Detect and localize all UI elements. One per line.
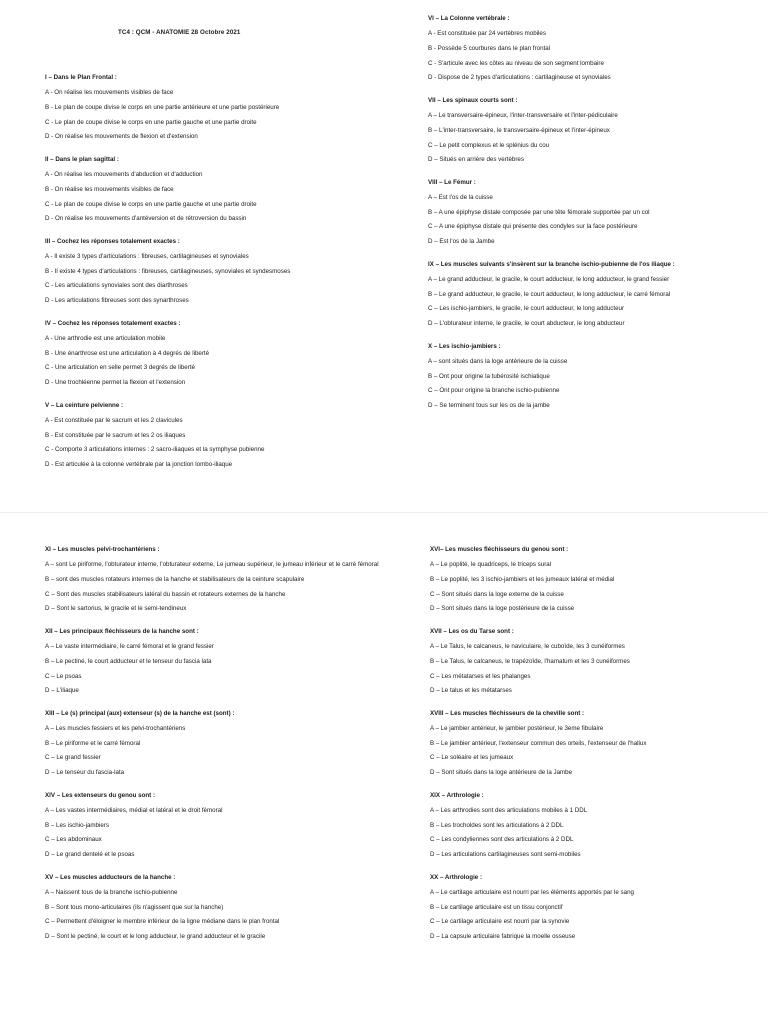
option-a: A - Est constituée par le sacrum et les 2 clavicules — [45, 416, 183, 424]
option-c: C – Le petit complexus et le splénius du cou — [428, 141, 550, 149]
option-b: B – Ont pour origine la tubérosité ischiatique — [428, 372, 550, 380]
option-a: A – Le jambier antérieur, le jambier postérieur, le 3eme fibulaire — [430, 724, 604, 732]
option-a: A - Une arthrodie est une articulation mobile — [45, 334, 166, 342]
option-c: C – Sont des muscles stabilisateurs latéral du bassin et rotateurs externes de la hanche — [45, 590, 286, 598]
option-b: B – Sont tous mono-articulaires (ils n'agissent que sur la hanche) — [45, 903, 224, 911]
option-a: A – Le Talus, le calcaneus, le naviculaire, le cuboïde, les 3 cunéiformes — [430, 642, 625, 650]
option-c: C – Sont situés dans la loge externe de la cuisse — [430, 590, 564, 598]
option-a: A – Le vaste intermédiaire, le carré fémoral et le grand fessier — [45, 642, 214, 650]
option-d: D – L'iliaque — [45, 687, 79, 695]
option-d: D - Les articulations fibreuses sont des synarthroses — [45, 297, 189, 305]
question-8 — [428, 179, 768, 246]
question-title: XVI– Les muscles fléchisseurs du genou sont : — [430, 546, 569, 553]
question-13 — [45, 710, 390, 777]
option-a: A – sont situés dans la loge antérieure de la cuisse — [428, 357, 568, 365]
option-c: C – Le soléaire et les jumeaux — [430, 754, 514, 762]
document-title: TC4 : QCM - ANATOMIE 28 Octobre 2021 — [118, 29, 241, 36]
option-c: C - Le plan de coupe divise le corps en une partie gauche et une partie droite — [45, 118, 257, 126]
question-title: XII – Les principaux fléchisseurs de la hanche sont : — [45, 627, 199, 635]
page-top — [0, 0, 768, 512]
option-a: A – Le cartilage articulaire est nourri par les éléments apportés par le sang — [430, 888, 634, 896]
option-c: C - Une articulation en selle permet 3 degrés de liberté — [45, 364, 195, 372]
question-title: XI – Les muscles pelvi-trochantériens : — [45, 546, 160, 553]
option-a: A - Est constituée par 24 vertèbres mobiles — [428, 30, 546, 37]
option-d: D – Sont situés dans la loge antérieure de la Jambe — [430, 769, 573, 777]
option-b: B - Le plan de coupe divise le corps en une partie antérieure et une partie postérieure — [45, 103, 280, 111]
question-15 — [45, 874, 390, 941]
question-title: V – La ceinture pelvienne : — [45, 401, 124, 409]
option-c: C – Les abdominaux — [45, 836, 102, 844]
option-c: C – Les ischio-jambiers, le gracile, le court adducteur, le long adducteur — [428, 305, 625, 313]
question-7 — [428, 97, 768, 164]
question-1 — [45, 74, 390, 141]
option-d: D - Une trochléenne permet la flexion et l'extension — [45, 379, 186, 387]
question-title: XIII – Le (s) principal (aux) extenseur (s) de la hanche est (sont) : — [45, 709, 235, 717]
option-b: B – Le cartilage articulaire est un tissu conjonctif — [430, 903, 563, 911]
option-b: B - Une énarthrose est une articulation à 4 degrés de liberté — [45, 349, 210, 357]
option-b: B - Est constituée par le sacrum et les 2 os iliaques — [45, 431, 186, 439]
question-title: VI – La Colonne vertébrale : — [428, 15, 510, 22]
option-d: D - Dispose de 2 types d'articulations : cartilagineuse et synoviales — [428, 74, 611, 82]
option-b: B - Il existe 4 types d'articulations : fibreuses, cartilagineuses, synoviales et syndesmoses — [45, 267, 291, 275]
option-d: D – Sont le sartorius, le gracile et le semi-tendineux — [45, 605, 187, 613]
option-b: B – A une épiphyse distale composée par une tête fémorale supportée par un col — [428, 208, 650, 216]
option-a: A – Le transversaire-épineux, l'inter-transversaire et l'inter-pédiculaire — [428, 111, 618, 119]
question-title: VIII – Le Fémur : — [428, 178, 476, 186]
option-d: D – Le talus et les métatarses — [430, 687, 512, 695]
option-b: B - On réalise les mouvements visibles de face — [45, 185, 174, 193]
option-a: A - Il existe 3 types d'articulations : fibreuses, cartilagineuses et synoviales — [45, 252, 249, 260]
option-d: D – Le grand dentelé et le psoas — [45, 851, 135, 859]
question-16 — [430, 546, 768, 613]
option-d: D – Situés en arrière des vertèbres — [428, 156, 524, 164]
question-title: XVII – Les os du Tarse sont : — [430, 627, 514, 635]
question-20 — [430, 874, 768, 941]
question-title: III – Cochez les réponses totalement exactes : — [45, 237, 180, 245]
option-d: D - Est articulée à la colonne vertébrale par la jonction lombo-iliaque — [45, 461, 233, 469]
option-b: B – Le jambier antérieur, l'extenseur commun des orteils, l'extenseur de l'hallux — [430, 739, 647, 747]
option-a: A – Le poplité, le quadriceps, le triceps sural — [430, 561, 552, 568]
question-title: XV – Les muscles adducteurs de la hanche : — [45, 873, 176, 881]
column-bottom-left — [45, 546, 390, 956]
option-b: B – Le pectiné, le court adducteur et le tenseur du fascia lata — [45, 657, 212, 665]
option-a: A – sont Le piriforme, l'obturateur interne, l'obturateur externe, Le jumeau supérieur, le jumeau inférieur et le carré fémoral — [45, 561, 379, 568]
option-d: D – Est l'os de la Jambe — [428, 238, 495, 246]
option-d: D – La capsule articulaire fabrique la moelle osseuse — [430, 933, 576, 941]
option-b: B – Le Talus, le calcaneus, le trapézoïde, l'hamatum et les 3 cunéiformes — [430, 657, 630, 665]
option-c: C - Le plan de coupe divise le corps en une partie gauche et une partie droite — [45, 200, 257, 208]
option-a: A - On réalise les mouvements visibles de face — [45, 89, 174, 96]
option-c: C – Le psoas — [45, 672, 82, 680]
page-bottom — [0, 512, 768, 1025]
option-b: B – sont des muscles rotateurs internes de la hanche et stabilisateurs de la ceinture scapulaire — [45, 575, 305, 583]
option-b: B – L'inter-transversaire, le transversaire-épineux et l'inter-épineux — [428, 126, 610, 134]
option-c: C – Les métatarses et les phalanges — [430, 672, 531, 680]
question-2 — [45, 156, 390, 223]
question-14 — [45, 792, 390, 859]
option-b: B – Les trocholdes sont les articulations à 2 DDL — [430, 821, 564, 829]
option-c: C – Ont pour origine la branche ischio-pubienne — [428, 387, 560, 395]
question-title: XIX – Arthrologie : — [430, 791, 484, 799]
question-10 — [428, 343, 768, 410]
question-title: XIV – Les extenseurs du genou sont : — [45, 791, 156, 799]
option-d: D – Sont situés dans la loge postérieure de la cuisse — [430, 605, 575, 613]
question-title: I – Dans le Plan Frontal : — [45, 74, 117, 81]
question-title: X – Les ischio-jambiers : — [428, 342, 501, 350]
question-3 — [45, 238, 390, 305]
option-b: B – Le grand adducteur, le gracile, le court adducteur, le long adducteur, le carré fémoral — [428, 290, 671, 298]
option-c: C - Les articulations synoviales sont des diarthroses — [45, 282, 188, 290]
question-17 — [430, 628, 768, 695]
column-top-right — [428, 15, 768, 425]
option-a: A – Les muscles fessiers et les pelvi-trochantériens — [45, 724, 186, 732]
option-c: C - S'articule avec les côtes au niveau de son segment lombaire — [428, 59, 604, 67]
question-18 — [430, 710, 768, 777]
option-a: A – Est l'os de la cuisse — [428, 193, 493, 201]
option-c: C – Les condyliennes sont des articulations à 2 DDL — [430, 836, 574, 844]
option-c: C – Le cartilage articulaire est nourri par la synovie — [430, 918, 570, 926]
option-a: A – Naissent tous de la branche ischio-pubienne — [45, 888, 178, 896]
option-d: D – Le tenseur du fascia-lata — [45, 769, 125, 777]
option-d: D – Se terminent tous sur les os de la jambe — [428, 402, 550, 410]
option-d: D – Les articulations cartilagineuses sont semi-mobiles — [430, 851, 581, 859]
question-4 — [45, 320, 390, 387]
option-c: C – A une épiphyse distale qui présente des condyles sur la face postérieure — [428, 223, 638, 231]
question-title: IX – Les muscles suivants s'insèrent sur la branche ischio-pubienne de l'os iliaque : — [428, 260, 675, 268]
question-11 — [45, 546, 390, 613]
question-title: IV – Cochez les réponses totalement exactes : — [45, 319, 181, 327]
question-title: XX – Arthrologie : — [430, 873, 483, 881]
column-bottom-right — [430, 546, 768, 956]
question-title: VII – Les spinaux courts sont : — [428, 96, 518, 104]
question-title: XVIII – Les muscles fléchisseurs de la cheville sont : — [430, 709, 585, 717]
option-b: B – Le piriforme et le carré fémoral — [45, 739, 141, 747]
question-9 — [428, 261, 768, 328]
option-a: A – Les arthrodies sont des articulations mobiles à 1 DDL — [430, 806, 588, 814]
option-c: C – Le grand fessier — [45, 754, 101, 762]
option-a: A - On réalise les mouvements d'abduction et d'adduction — [45, 170, 203, 178]
column-top-left — [45, 74, 390, 484]
option-a: A – Le grand adducteur, le gracile, le court adducteur, le long adducteur, le grand fessier — [428, 275, 670, 283]
question-title: II – Dans le plan sagittal : — [45, 155, 119, 163]
option-b: B – Les ischio-jambiers — [45, 821, 109, 829]
option-d: D - On réalise les mouvements de flexion et d'extension — [45, 133, 198, 141]
option-d: D - On réalise les mouvements d'antéversion et de rétroversion du bassin — [45, 215, 247, 223]
option-c: C – Permettent d'éloigner le membre inférieur de la ligne médiane dans le plan frontal — [45, 918, 280, 926]
question-5 — [45, 402, 390, 469]
question-12 — [45, 628, 390, 695]
option-d: D – L'obturateur interne, le gracile, le court abducteur, le long abducteur — [428, 320, 625, 328]
option-a: A – Les vastes intermédiaires, médial et latéral et le droit fémoral — [45, 806, 223, 814]
option-b: B – Le poplité, les 3 ischio-jambiers et les jumeaux latéral et médial — [430, 575, 615, 583]
question-6 — [428, 15, 768, 82]
option-d: D – Sont le pectiné, le court et le long adducteur, le grand adducteur et le gracile — [45, 933, 266, 941]
option-c: C - Comporte 3 articulations internes : 2 sacro-iliaques et la symphyse pubienne — [45, 446, 265, 454]
option-b: B - Possède 5 courbures dans le plan frontal — [428, 44, 551, 52]
question-19 — [430, 792, 768, 859]
